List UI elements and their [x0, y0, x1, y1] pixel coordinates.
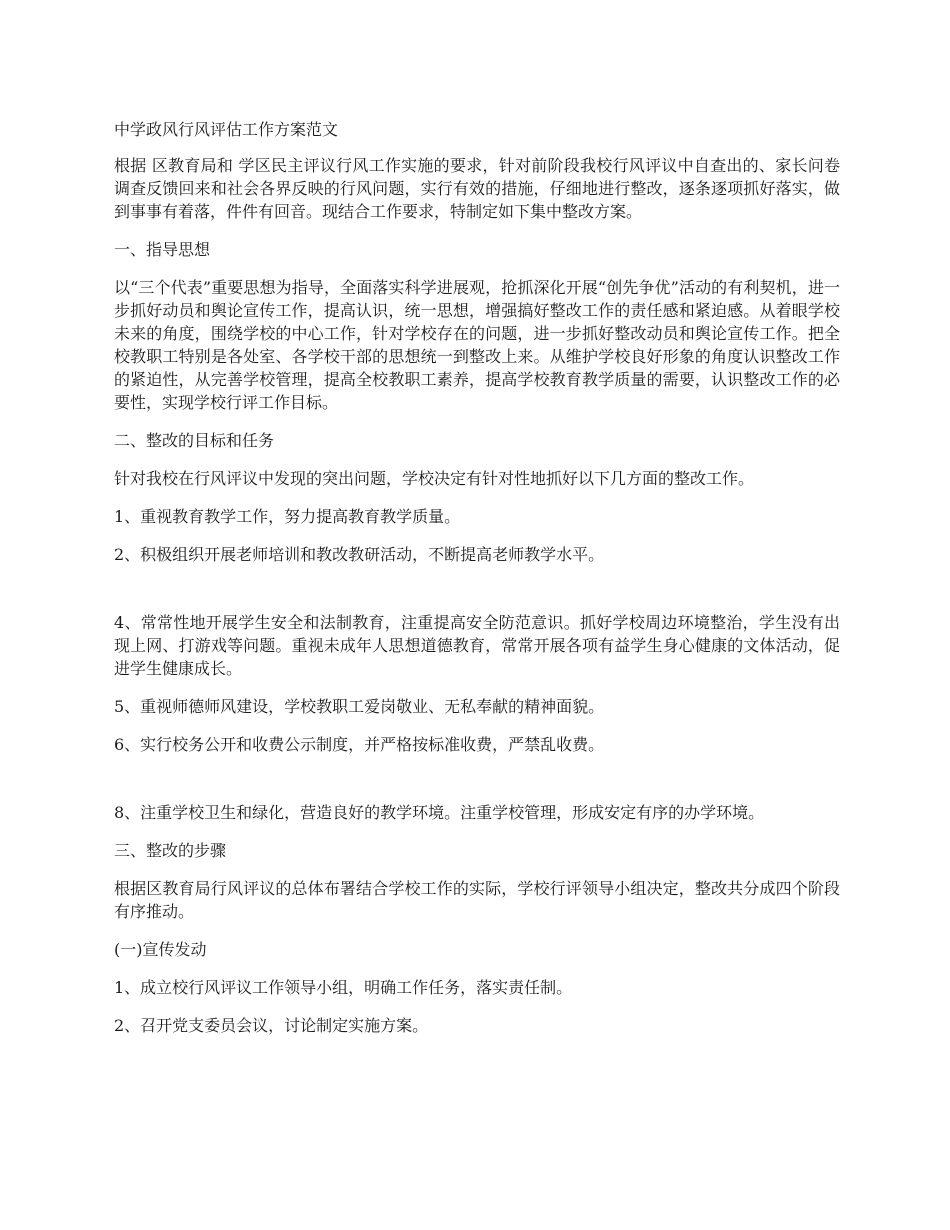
task-item-2: 2、积极组织开展老师培训和教改教研活动，不断提高老师教学水平。	[114, 545, 605, 564]
publicity-item-2: 2、召开党支委员会议，讨论制定实施方案。	[114, 1016, 429, 1035]
task-item-4: 4、常常性地开展学生安全和法制教育，注重提高安全防范意识。抓好学校周边环境整治，学生没有出现上网、打游戏等问题。重视未成年人思想道德教育，常常开展各项有益学生身心健康的文体活动，促进学生健康成长。	[114, 613, 840, 678]
publicity-item-1: 1、成立校行风评议工作领导小组，明确工作任务，落实责任制。	[114, 978, 573, 997]
task-item-1: 1、重视教育教学工作，努力提高教育教学质量。	[114, 507, 461, 526]
intro-paragraph: 根据 区教育局和 学区民主评议行风工作实施的要求，针对前阶段我校行风评议中自查出的、家长问卷调查反馈回来和社会各界反映的行风问题，实行有效的措施，仔细地进行整改，逐条逐项抓好落实，做到事事有着落，件件有回音。现结合工作要求，特制定如下集中整改方案。	[114, 156, 840, 221]
task-item-8: 8、注重学校卫生和绿化，营造良好的教学环境。注重学校管理，形成安定有序的办学环境。	[114, 803, 765, 822]
document-body	[114, 118, 840, 1052]
blank-gap	[114, 770, 840, 801]
task-item-6: 6、实行校务公开和收费公示制度，并严格按标准收费，严禁乱收费。	[114, 735, 605, 754]
goals-intro-paragraph: 针对我校在行风评议中发现的突出问题，学校决定有针对性地抓好以下几方面的整改工作。	[114, 469, 755, 488]
task-item-5: 5、重视师德师风建设，学校教职工爱岗敬业、无私奉献的精神面貌。	[114, 697, 605, 716]
document-title: 中学政风行风评估工作方案范文	[114, 120, 339, 139]
blank-gap	[114, 580, 840, 611]
section-heading-guiding-ideology: 一、指导思想	[114, 240, 211, 259]
section-heading-steps: 三、整改的步骤	[114, 841, 227, 860]
guiding-ideology-paragraph: 以“三个代表”重要思想为指导，全面落实科学进展观，抢抓深化开展“创先争优”活动的有利契机，进一步抓好动员和舆论宣传工作，提高认识，统一思想，增强搞好整改工作的责任感和紧迫感。从着眼学校未来的角度，围绕学校的中心工作，针对学校存在的问题，进一步抓好整改动员和舆论宣传工作。把全校教职工特别是各处室、各学校干部的思想统一到整改上来。从维护学校良好形象的角度认识整改工作的紧迫性，从完善学校管理，提高全校教职工素养，提高学校教育教学质量的需要，认识整改工作的必要性，实现学校行评工作目标。	[114, 278, 840, 412]
subsection-heading-publicity: (一)宣传发动	[114, 940, 207, 959]
steps-intro-paragraph: 根据区教育局行风评议的总体布署结合学校工作的实际，学校行评领导小组决定，整改共分成四个阶段有序推动。	[114, 879, 840, 921]
section-heading-goals-tasks: 二、整改的目标和任务	[114, 431, 275, 450]
